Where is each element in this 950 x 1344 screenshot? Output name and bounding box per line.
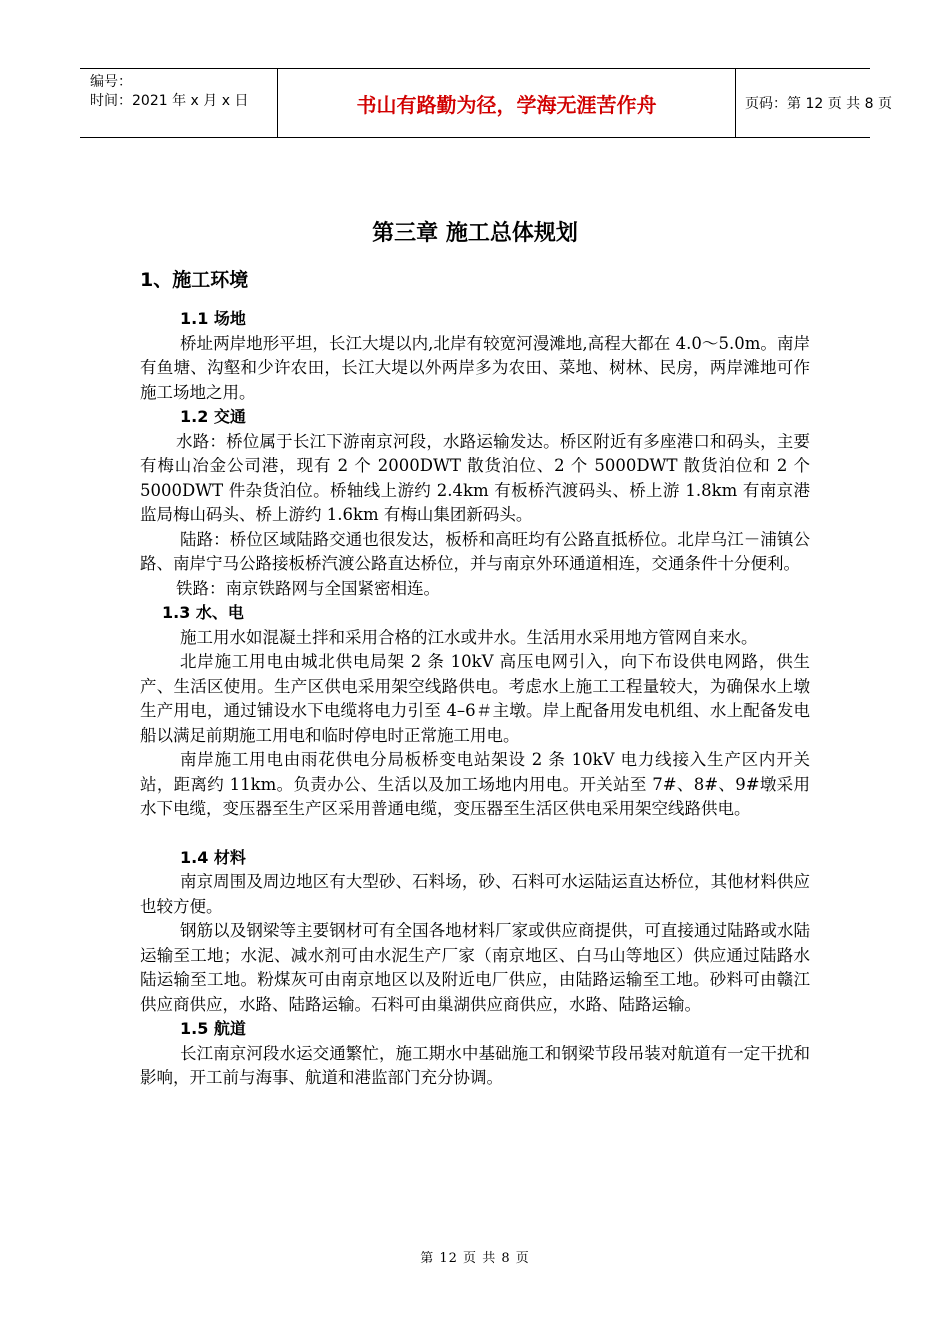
spacer	[140, 822, 810, 846]
chapter-title: 第三章 施工总体规划	[372, 221, 578, 246]
paragraph: 陆路：桥位区域陆路交通也很发达，板桥和高旺均有公路直抵桥位。北岸乌江－浦镇公路、南岸宁马公路接板桥汽渡公路直达桥位，并与南京外环通道相连，交通条件十分便利。	[140, 529, 810, 573]
paragraph: 钢筋以及钢梁等主要钢材可有全国各地材料厂家或供应商提供，可直接通过陆路或水陆运输至工地；水泥、减水剂可由水泥生产厂家（南京地区、白马山等地区）供应通过陆路水陆运输至工地。粉煤灰可由南京地区以及附近电厂供应，由陆路运输至工地。砂料可由赣江供应商供应，水路、陆路运输。石料可由巢湖供应商供应，水路、陆路运输。	[140, 921, 810, 1014]
subsection-heading-1-3: 1.3 水、电	[162, 603, 244, 622]
paragraph: 南岸施工用电由雨花供电分局板桥变电站架设 2 条 10kV 电力线接入生产区内开关站，距离约 11km。负责办公、生活以及加工场地内用电。开关站至 7#、8#、9#墩采用水下电缆，变压器至生产区采用普通电缆，变压器至生活区供电采用架空线路供电。	[140, 750, 810, 818]
document-body	[140, 265, 810, 1091]
page-info: 页码：第 12 页 共 8 页	[745, 96, 892, 112]
paragraph: 桥址两岸地形平坦，长江大堤以内,北岸有较宽河漫滩地,高程大都在 4.0～5.0m。南岸有鱼塘、沟壑和少许农田，长江大堤以外两岸多为农田、菜地、树林、民房，两岸滩地可作施工场地之用。	[140, 333, 810, 402]
time-label: 时间：2021 年 x 月 x 日	[90, 93, 249, 109]
number-label: 编号：	[90, 74, 132, 90]
subsection-heading-1-2: 1.2 交通	[180, 407, 246, 426]
paragraph: 南京周围及周边地区有大型砂、石料场，砂、石料可水运陆运直达桥位，其他材料供应也较方便。	[140, 872, 810, 916]
page-header	[80, 68, 892, 138]
subsection-heading-1-1: 1.1 场地	[180, 309, 246, 328]
paragraph: 铁路：南京铁路网与全国紧密相连。	[176, 578, 440, 598]
paragraph: 长江南京河段水运交通繁忙，施工期水中基础施工和钢梁节段吊装对航道有一定干扰和影响，开工前与海事、航道和港监部门充分协调。	[140, 1043, 810, 1087]
header-meta	[80, 69, 278, 137]
paragraph: 水路：桥位属于长江下游南京河段，水路运输发达。桥区附近有多座港口和码头，主要有梅山冶金公司港，现有 2 个 2000DWT 散货泊位、2 个 5000DWT 散货泊位和 2 个 5000DWT 件杂货泊位。桥轴线上游约 2.4km 有板桥汽渡码头、桥上游 1.8km 有南京港监局梅山码头、桥上游约 1.6km 有梅山集团新码头。	[140, 431, 810, 524]
paragraph: 施工用水如混凝土拌和采用合格的江水或井水。生活用水采用地方管网自来水。	[180, 627, 758, 647]
paragraph: 北岸施工用电由城北供电局架 2 条 10kV 高压电网引入，向下布设供电网路，供生产、生活区使用。生产区供电采用架空线路供电。考虑水上施工工程量较大，为确保水上墩生产用电，通过铺设水下电缆将电力引至 4–6＃主墩。岸上配备用发电机组、水上配备发电船以满足前期施工用电和临时停电时正常施工用电。	[140, 652, 810, 745]
subsection-heading-1-5: 1.5 航道	[180, 1019, 246, 1038]
subsection-heading-1-4: 1.4 材料	[180, 847, 246, 867]
section-heading: 1、施工环境	[140, 269, 249, 291]
footer-page-number: 第 12 页 共 8 页	[420, 1251, 530, 1266]
motto: 书山有路勤为径，学海无涯苦作舟	[278, 69, 736, 137]
page-footer	[0, 1247, 950, 1266]
